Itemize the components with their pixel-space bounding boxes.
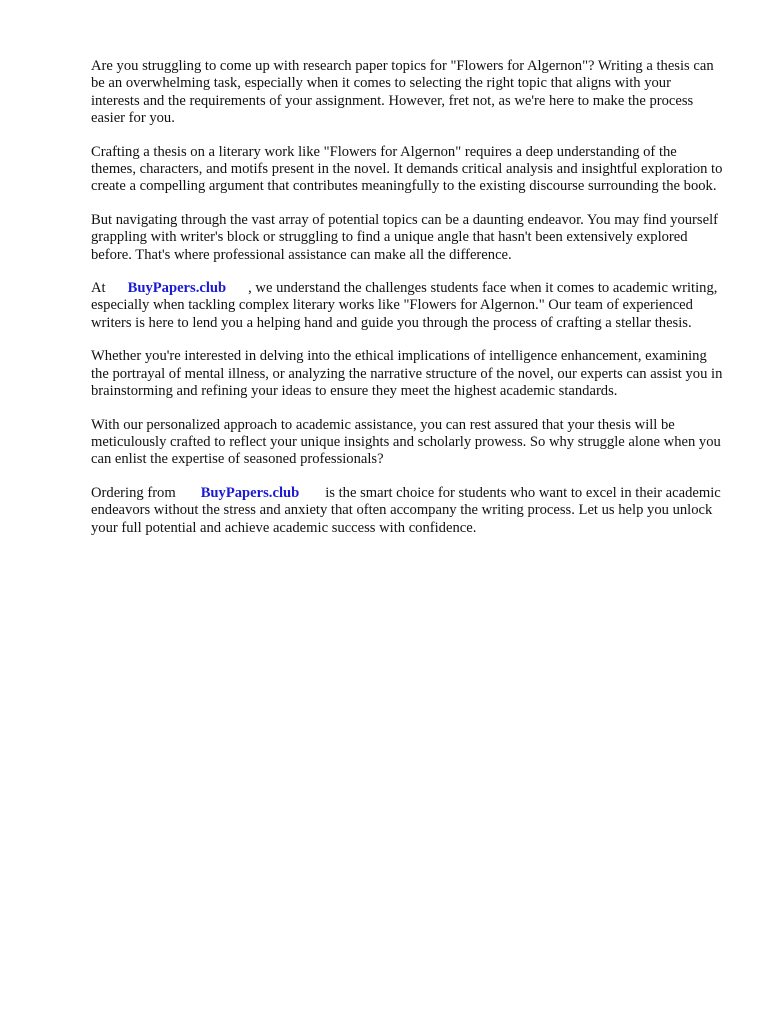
- document-page: [91, 58, 723, 553]
- paragraph-navigating-topics: But navigating through the vast array of potential topics can be a daunting endeavor. You may find yourself grappling with writer's block or struggling to find a unique angle that hasn't been extensively explored before. That's where professional assistance can make all the difference.: [91, 211, 718, 263]
- paragraph-personalized-approach: With our personalized approach to academic assistance, you can rest assured that your thesis will be meticulously crafted to reflect your unique insights and scholarly prowess. So why struggle alone when you can enlist the expertise of seasoned professionals?: [91, 416, 721, 468]
- paragraph-service-prefix: At: [91, 280, 106, 297]
- paragraph-service-intro: [91, 280, 723, 332]
- buypapers-link-2[interactable]: BuyPapers.club: [200, 484, 300, 501]
- paragraph-crafting-thesis: Crafting a thesis on a literary work like "Flowers for Algernon" requires a deep understanding of the themes, characters, and motifs present in the novel. It demands critical analysis and insightful exploration to create a compelling argument that contributes meaningfully to the existing discourse surrounding the book.: [91, 143, 723, 195]
- paragraph-intro: Are you struggling to come up with research paper topics for "Flowers for Algernon"? Writing a thesis can be an overwhelming task, especially when it comes to selecting the right topic that aligns with your interests and the requirements of your assignment. However, fret not, as we're here to make the process easier for you.: [91, 58, 714, 127]
- paragraph-topic-ideas: Whether you're interested in delving into the ethical implications of intelligence enhancement, examining the portrayal of mental illness, or analyzing the narrative structure of the novel, our experts can assist you in brainstorming and refining your ideas to ensure they meet the highest academic standards.: [91, 348, 723, 400]
- paragraph-ordering: [91, 485, 723, 537]
- buypapers-link[interactable]: BuyPapers.club: [127, 280, 227, 297]
- paragraph-service-suffix: , we understand the challenges students face when it comes to academic writing, especially when tackling complex literary works like "Flowers for Algernon." Our team of experienced writers is here to lend you a helping hand and guide you through the process of crafting a stellar thesis.: [91, 280, 718, 331]
- paragraph-ordering-prefix: Ordering from: [91, 484, 176, 501]
- paragraph-ordering-suffix: is the smart choice for students who want to excel in their academic endeavors without the stress and anxiety that often accompany the writing process. Let us help you unlock your full potential and achieve academic success with confidence.: [91, 484, 721, 536]
